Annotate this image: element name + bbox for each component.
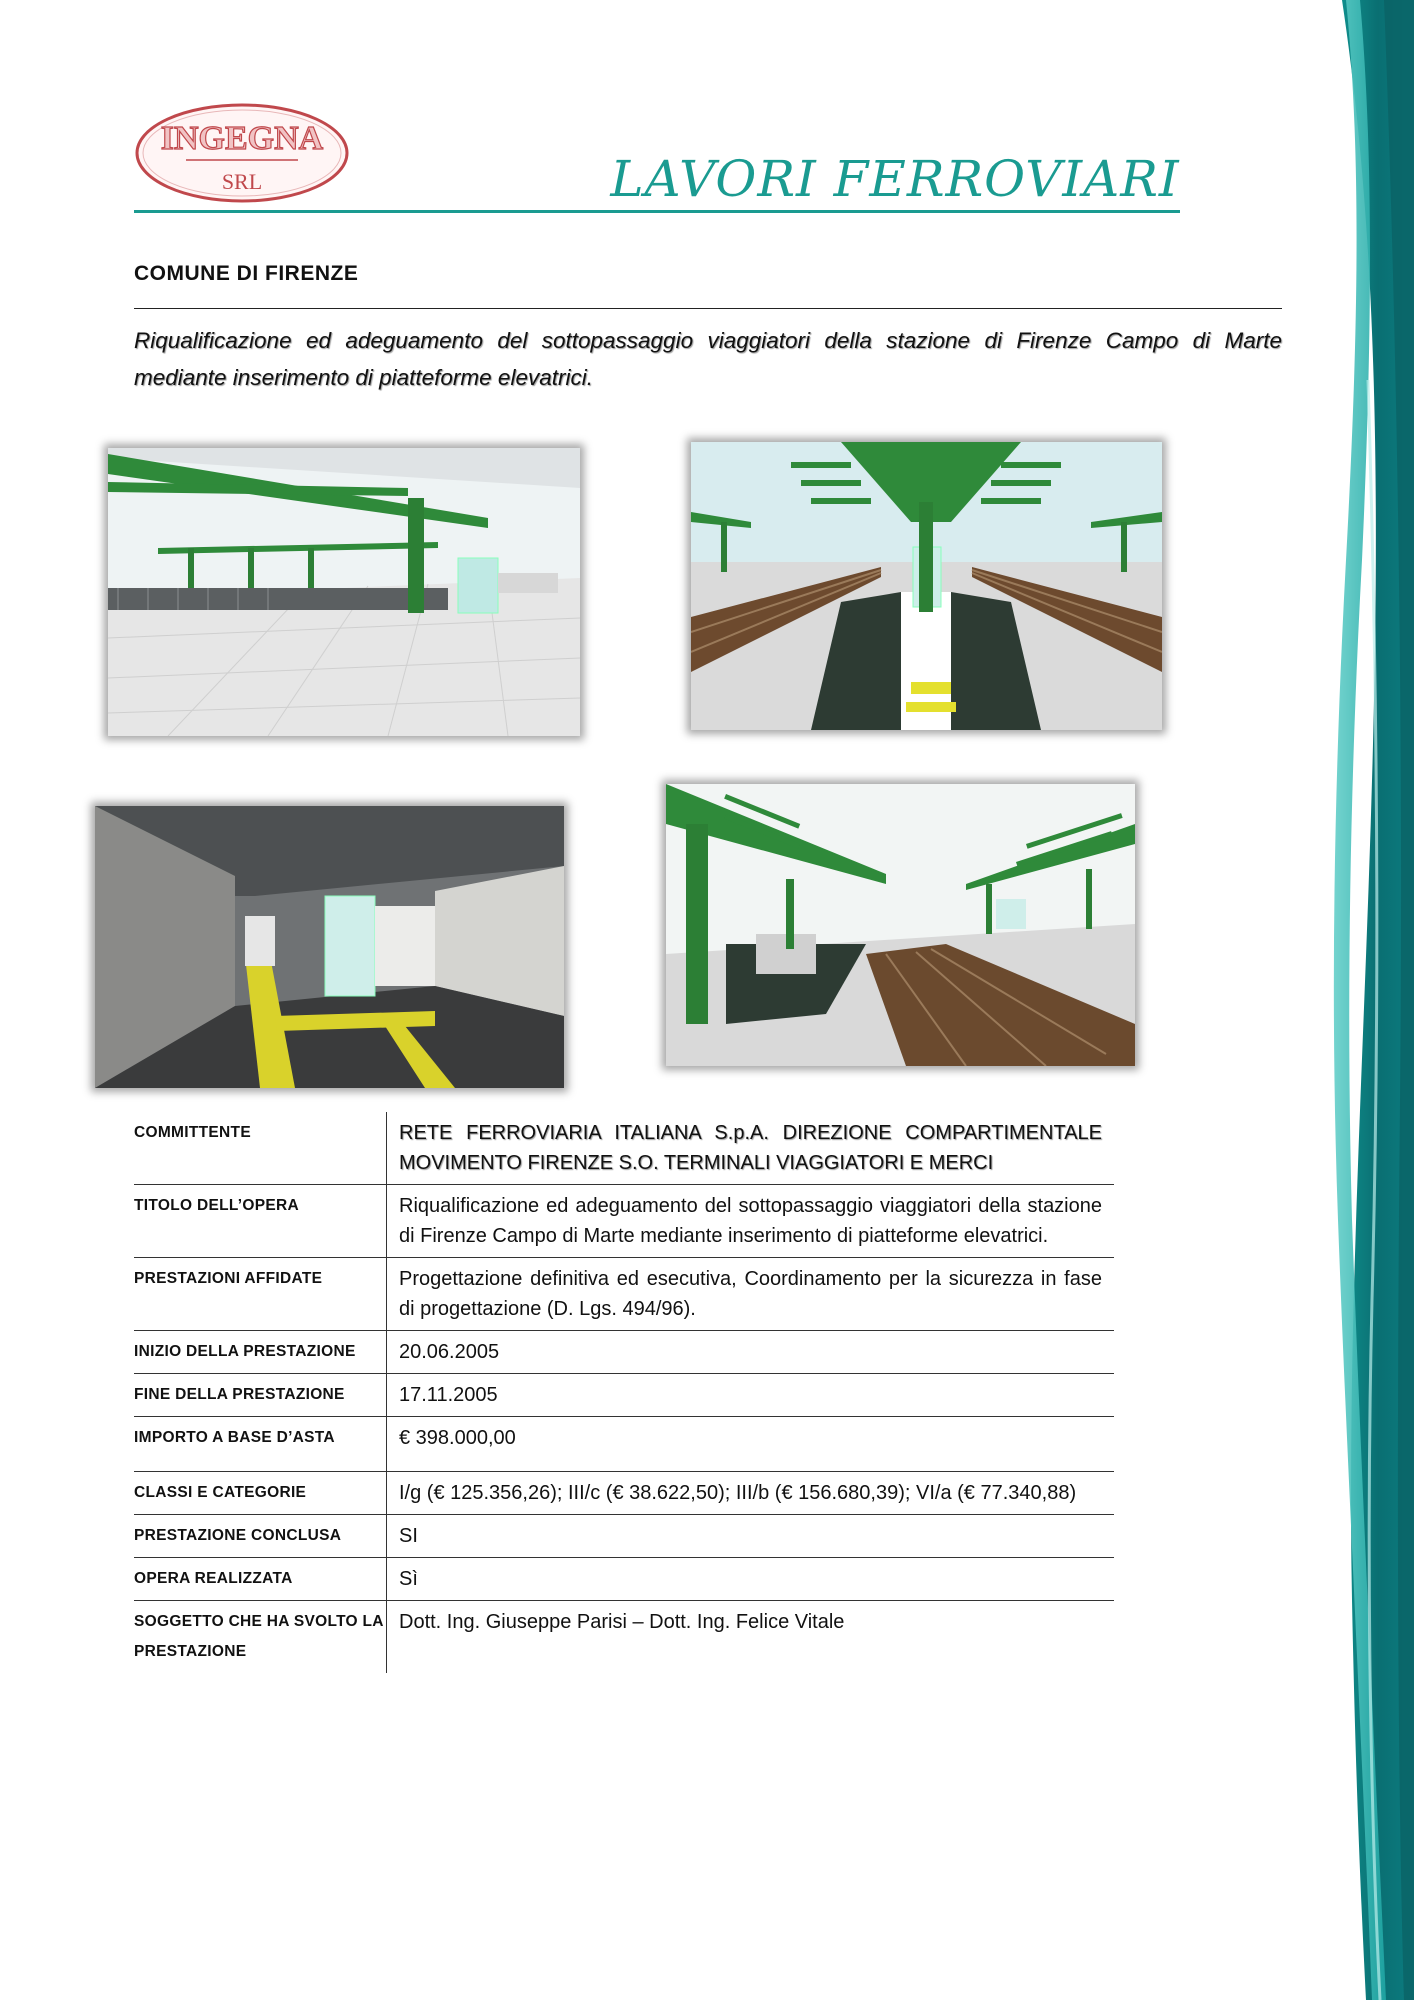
detail-label: INIZIO DELLA PRESTAZIONE (134, 1331, 387, 1373)
detail-label: PRESTAZIONI AFFIDATE (134, 1258, 387, 1330)
detail-label: FINE DELLA PRESTAZIONE (134, 1374, 387, 1416)
detail-row-committente (134, 1112, 1114, 1185)
divider (134, 308, 1282, 309)
detail-label: COMMITTENTE (134, 1112, 387, 1184)
detail-value: RETE FERROVIARIA ITALIANA S.p.A. DIREZIONE COMPARTIMENTALE MOVIMENTO FIRENZE S.O. TERMINALI VIAGGIATORI E MERCI (399, 1122, 1102, 1174)
detail-value: Progettazione definitiva ed esecutiva, Coordinamento per la sicurezza in fase di progettazione (D. Lgs. 494/96). (399, 1268, 1102, 1320)
detail-row-titolo (134, 1185, 1114, 1258)
detail-value: 20.06.2005 (399, 1341, 500, 1363)
page-title: LAVORI FERROVIARI (610, 150, 1180, 208)
detail-value: Riqualificazione ed adeguamento del sottopassaggio viaggiatori della stazione di Firenze Campo di Marte mediante inserimento di piatteforme elevatrici. (399, 1195, 1102, 1247)
detail-row-prestazioni (134, 1258, 1114, 1331)
company-logo (134, 102, 350, 204)
detail-value: 17.11.2005 (399, 1384, 498, 1406)
detail-label: CLASSI E CATEGORIE (134, 1472, 387, 1514)
render-underpass-corridor (95, 806, 564, 1088)
detail-row-realizzata (134, 1558, 1114, 1601)
detail-row-fine (134, 1374, 1114, 1417)
render-platform-canopy (108, 448, 580, 736)
detail-label: OPERA REALIZZATA (134, 1558, 387, 1600)
detail-row-importo (134, 1417, 1114, 1472)
detail-value: SI (399, 1525, 418, 1547)
render-underpass-stair (691, 442, 1162, 730)
logo-wordmark: INGEGNA (160, 120, 324, 157)
detail-label: TITOLO DELL’OPERA (134, 1185, 387, 1257)
detail-value: € 398.000,00 (399, 1427, 516, 1449)
project-description: Riqualificazione ed adeguamento del sottopassaggio viaggiatori della stazione di Firenze Campo di Marte mediante inserimento di piatteforme elevatrici. (134, 328, 1282, 390)
detail-row-conclusa (134, 1515, 1114, 1558)
detail-value: I/g (€ 125.356,26); III/c (€ 38.622,50); III/b (€ 156.680,39); VI/a (€ 77.340,88) (399, 1482, 1077, 1504)
detail-value: Dott. Ing. Giuseppe Parisi – Dott. Ing. Felice Vitale (399, 1611, 845, 1633)
detail-row-soggetto (134, 1601, 1114, 1673)
project-details-table (134, 1112, 1114, 1673)
header-rule (134, 210, 1180, 213)
detail-label: IMPORTO A BASE D’ASTA (134, 1417, 387, 1471)
detail-value: Sì (399, 1568, 418, 1590)
render-platform-tracks (666, 784, 1135, 1066)
detail-label: PRESTAZIONE CONCLUSA (134, 1515, 387, 1557)
detail-label: SOGGETTO CHE HA SVOLTO LA PRESTAZIONE (134, 1601, 387, 1673)
logo-suffix: SRL (221, 169, 263, 194)
detail-row-inizio (134, 1331, 1114, 1374)
client-heading: COMUNE DI FIRENZE (134, 262, 359, 285)
detail-row-classi (134, 1472, 1114, 1515)
